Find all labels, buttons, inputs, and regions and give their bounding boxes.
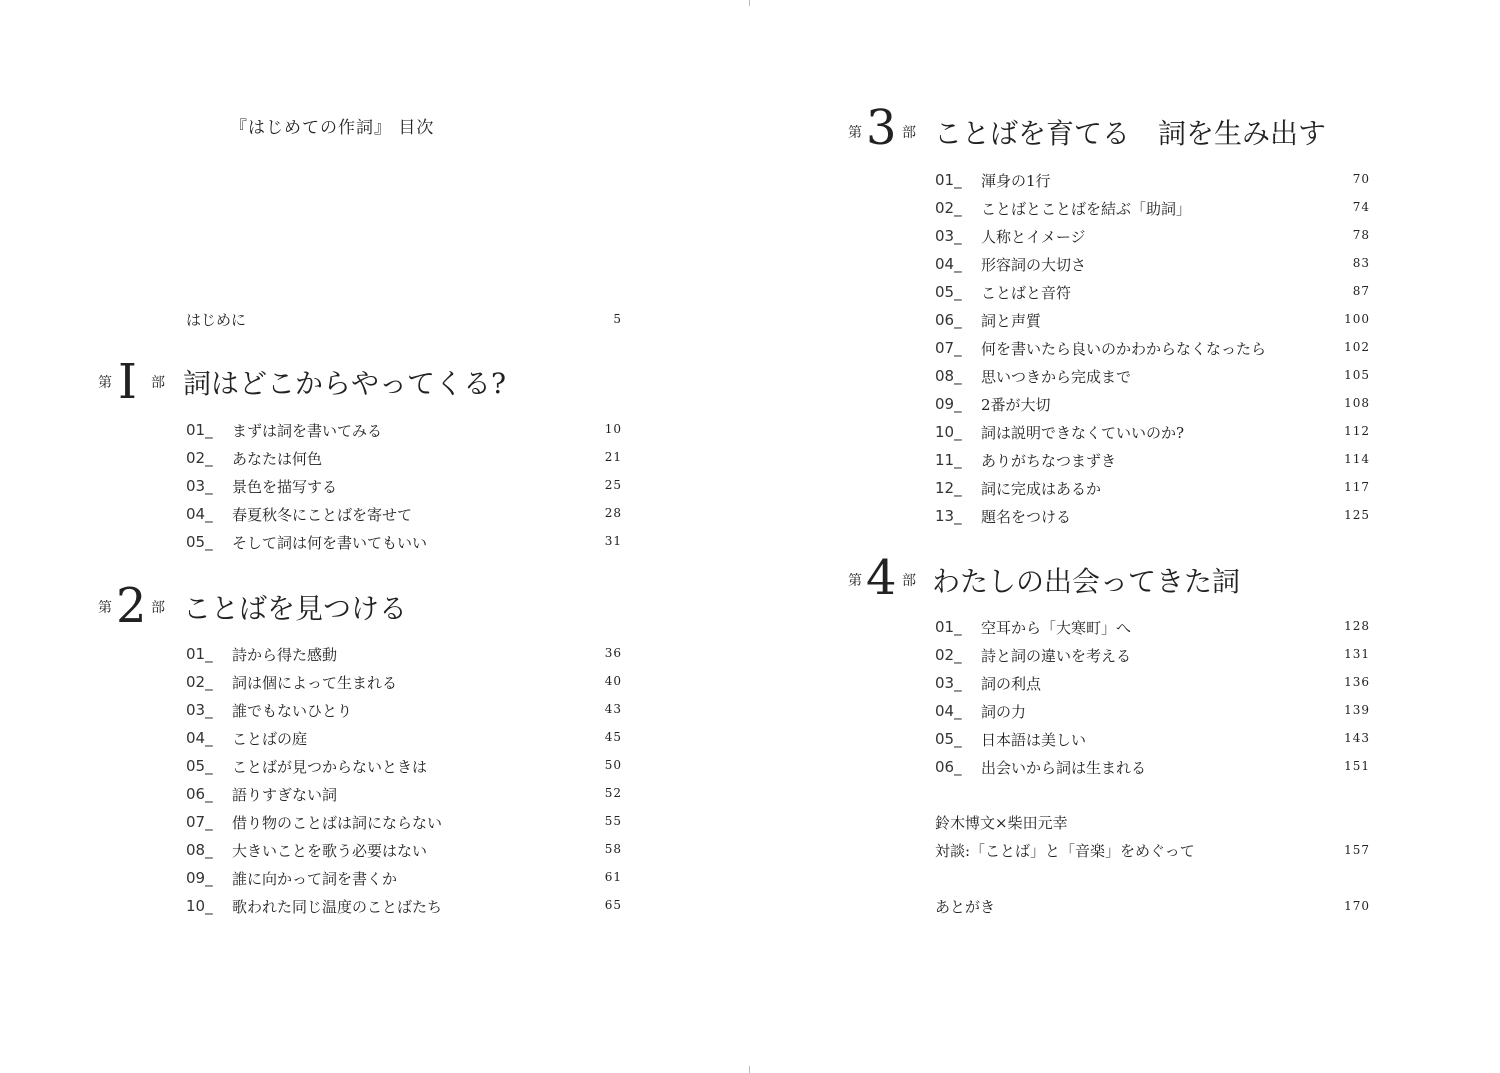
part-2-header: [98, 577, 618, 633]
chapter-page: 136: [1344, 675, 1370, 689]
chapter-entry: [186, 724, 622, 752]
chapter-number: 04_: [935, 702, 962, 720]
chapter-number: 10_: [186, 897, 213, 915]
chapter-page: 114: [1344, 452, 1370, 466]
chapter-entry: [935, 362, 1370, 390]
part-bu: 部: [151, 375, 165, 391]
chapter-title: あなたは何色: [232, 450, 323, 468]
chapter-number: 12_: [935, 479, 962, 497]
chapter-entry: [935, 222, 1370, 250]
chapter-entry: [186, 780, 622, 808]
chapter-page: 10: [604, 422, 622, 436]
part-number: I: [118, 354, 137, 410]
chapter-entry: [935, 194, 1370, 222]
chapter-number: 04_: [935, 255, 962, 273]
chapter-page: 70: [1352, 172, 1370, 186]
chapter-title: ことばと音符: [981, 284, 1072, 302]
chapter-entry: [935, 278, 1370, 306]
chapter-title: 詞は個によって生まれる: [232, 674, 398, 692]
chapter-number: 02_: [935, 646, 962, 664]
chapter-number: 07_: [186, 813, 213, 831]
chapter-page: 100: [1344, 312, 1370, 326]
chapter-page: 105: [1344, 368, 1370, 382]
part-dai: 第: [848, 125, 862, 141]
chapter-number: 02_: [186, 449, 213, 467]
chapter-number: 08_: [935, 367, 962, 385]
chapter-number: 11_: [935, 451, 962, 469]
chapter-page: 40: [604, 674, 622, 688]
chapter-number: 03_: [186, 477, 213, 495]
chapter-title: 2番が大切: [981, 396, 1051, 414]
chapter-entry: [186, 668, 622, 696]
part-4-header: [848, 552, 1408, 608]
chapter-entry: [935, 725, 1370, 753]
chapter-number: 05_: [186, 533, 213, 551]
chapter-number: 09_: [935, 395, 962, 413]
chapter-page: 102: [1344, 340, 1370, 354]
chapter-entry: [935, 446, 1370, 474]
chapter-page: 28: [604, 506, 622, 520]
part-1-header: [98, 352, 618, 408]
part-title: 詞はどこからやってくる?: [183, 367, 507, 400]
chapter-page: 21: [604, 450, 622, 464]
chapter-number: 03_: [186, 701, 213, 719]
chapter-entry: [935, 250, 1370, 278]
chapter-page: 151: [1344, 759, 1370, 773]
part-3-header: [848, 102, 1408, 158]
chapter-title: 形容詞の大切さ: [981, 256, 1087, 274]
chapter-number: 01_: [935, 171, 962, 189]
chapter-entry: [935, 166, 1370, 194]
chapter-entry: [935, 306, 1370, 334]
chapter-title: ことばとことばを結ぶ「助詞」: [981, 200, 1192, 218]
chapter-title: ことばが見つからないときは: [232, 758, 428, 776]
chapter-page: 108: [1344, 396, 1370, 410]
chapter-entry: [935, 502, 1370, 530]
chapter-page: 45: [604, 730, 622, 744]
chapter-title: 空耳から「大寒町」へ: [981, 619, 1132, 637]
chapter-page: 36: [604, 646, 622, 660]
chapter-entry: [935, 390, 1370, 418]
chapter-entry: [935, 697, 1370, 725]
chapter-entry: [186, 752, 622, 780]
chapter-number: 06_: [935, 758, 962, 776]
chapter-entry: [935, 669, 1370, 697]
chapter-title: 詩と詞の違いを考える: [981, 647, 1132, 665]
chapter-page: 31: [604, 534, 622, 548]
chapter-number: 10_: [935, 423, 962, 441]
dialogue-page: 157: [1344, 843, 1370, 857]
chapter-entry: [186, 444, 622, 472]
chapter-entry: [186, 808, 622, 836]
chapter-number: 01_: [935, 618, 962, 636]
chapter-title: 出会いから詞は生まれる: [981, 759, 1147, 777]
chapter-title: 詩から得た感動: [232, 646, 338, 664]
chapter-title: 借り物のことばは詞にならない: [232, 814, 443, 832]
afterword-page: 170: [1344, 899, 1370, 913]
chapter-page: 112: [1344, 424, 1370, 438]
chapter-number: 04_: [186, 729, 213, 747]
chapter-number: 05_: [186, 757, 213, 775]
chapter-number: 03_: [935, 674, 962, 692]
chapter-page: 125: [1344, 508, 1370, 522]
chapter-entry: [935, 334, 1370, 362]
chapter-title: 語りすぎない詞: [232, 786, 338, 804]
part-bu: 部: [151, 600, 165, 616]
chapter-page: 58: [604, 842, 622, 856]
chapter-entry: [935, 613, 1370, 641]
chapter-number: 08_: [186, 841, 213, 859]
book-title: 『はじめての作詞』 目次: [230, 118, 435, 138]
chapter-page: 55: [604, 814, 622, 828]
chapter-number: 03_: [935, 227, 962, 245]
chapter-entry: [186, 836, 622, 864]
chapter-title: まずは詞を書いてみる: [232, 422, 383, 440]
chapter-number: 01_: [186, 421, 213, 439]
chapter-number: 05_: [935, 730, 962, 748]
chapter-title: 大きいことを歌う必要はない: [232, 842, 428, 860]
chapter-title: 思いつきから完成まで: [981, 368, 1132, 386]
chapter-entry: [935, 418, 1370, 446]
chapter-number: 09_: [186, 869, 213, 887]
chapter-page: 65: [604, 898, 622, 912]
chapter-title: 日本語は美しい: [981, 731, 1087, 749]
chapter-entry: [186, 500, 622, 528]
chapter-entry: [186, 864, 622, 892]
chapter-entry: [186, 528, 622, 556]
chapter-entry: [935, 641, 1370, 669]
chapter-page: 131: [1344, 647, 1370, 661]
intro-page: 5: [613, 312, 622, 326]
chapter-title: ありがちなつまずき: [981, 452, 1117, 470]
chapter-page: 43: [604, 702, 622, 716]
chapter-title: ことばの庭: [232, 730, 308, 748]
chapter-page: 25: [604, 478, 622, 492]
chapter-number: 04_: [186, 505, 213, 523]
part-dai: 第: [848, 573, 862, 589]
chapter-page: 50: [604, 758, 622, 772]
chapter-title: 詞と声質: [981, 312, 1042, 330]
chapter-title: 詞の利点: [981, 675, 1042, 693]
part-dai: 第: [98, 600, 112, 616]
part-number: 2: [116, 578, 147, 634]
chapter-page: 87: [1352, 284, 1370, 298]
chapter-title: 誰に向かって詞を書くか: [232, 870, 398, 888]
chapter-entry: [186, 892, 622, 920]
part-title: わたしの出会ってきた詞: [932, 565, 1241, 598]
chapter-page: 78: [1352, 228, 1370, 242]
chapter-number: 06_: [935, 311, 962, 329]
chapter-page: 74: [1352, 200, 1370, 214]
part-number: 4: [866, 550, 897, 606]
intro-title: はじめに: [186, 311, 247, 329]
crop-mark-bottom: [749, 1066, 750, 1073]
part-dai: 第: [98, 375, 112, 391]
chapter-title: 題名をつける: [981, 508, 1072, 526]
chapter-number: 02_: [186, 673, 213, 691]
chapter-page: 117: [1344, 480, 1370, 494]
chapter-entry: [186, 696, 622, 724]
chapter-title: 詞は説明できなくていいのか?: [981, 424, 1185, 442]
part-number: 3: [866, 100, 897, 156]
chapter-title: 渾身の1行: [981, 172, 1051, 190]
part-bu: 部: [902, 125, 916, 141]
dialogue-title: 対談:「ことば」と「音楽」をめぐって: [935, 842, 1195, 860]
part-title: ことばを育てる 詞を生み出す: [934, 117, 1327, 150]
chapter-page: 83: [1352, 256, 1370, 270]
chapter-entry: [186, 472, 622, 500]
chapter-title: 何を書いたら良いのかわからなくなったら: [981, 340, 1267, 358]
chapter-page: 128: [1344, 619, 1370, 633]
afterword-title: あとがき: [935, 898, 996, 916]
chapter-entry: [186, 416, 622, 444]
chapter-title: 誰でもないひとり: [232, 702, 353, 720]
chapter-title: 詞に完成はあるか: [981, 480, 1102, 498]
chapter-title: そして詞は何を書いてもいい: [232, 534, 428, 552]
chapter-page: 61: [604, 870, 622, 884]
chapter-number: 01_: [186, 645, 213, 663]
chapter-title: 人称とイメージ: [981, 228, 1086, 246]
part-title: ことばを見つける: [183, 592, 408, 625]
crop-mark-top: [749, 0, 750, 6]
chapter-number: 13_: [935, 507, 962, 525]
part-bu: 部: [902, 573, 916, 589]
chapter-number: 02_: [935, 199, 962, 217]
chapter-page: 139: [1344, 703, 1370, 717]
chapter-title: 景色を描写する: [232, 478, 338, 496]
dialogue-participants: 鈴木博文×柴田元幸: [935, 814, 1068, 832]
chapter-number: 05_: [935, 283, 962, 301]
chapter-title: 歌われた同じ温度のことばたち: [232, 898, 443, 916]
chapter-number: 06_: [186, 785, 213, 803]
chapter-title: 詞の力: [981, 703, 1027, 721]
chapter-entry: [186, 640, 622, 668]
chapter-page: 143: [1344, 731, 1370, 745]
chapter-entry: [935, 753, 1370, 781]
chapter-number: 07_: [935, 339, 962, 357]
chapter-page: 52: [604, 786, 622, 800]
chapter-entry: [935, 474, 1370, 502]
chapter-title: 春夏秋冬にことばを寄せて: [232, 506, 413, 524]
